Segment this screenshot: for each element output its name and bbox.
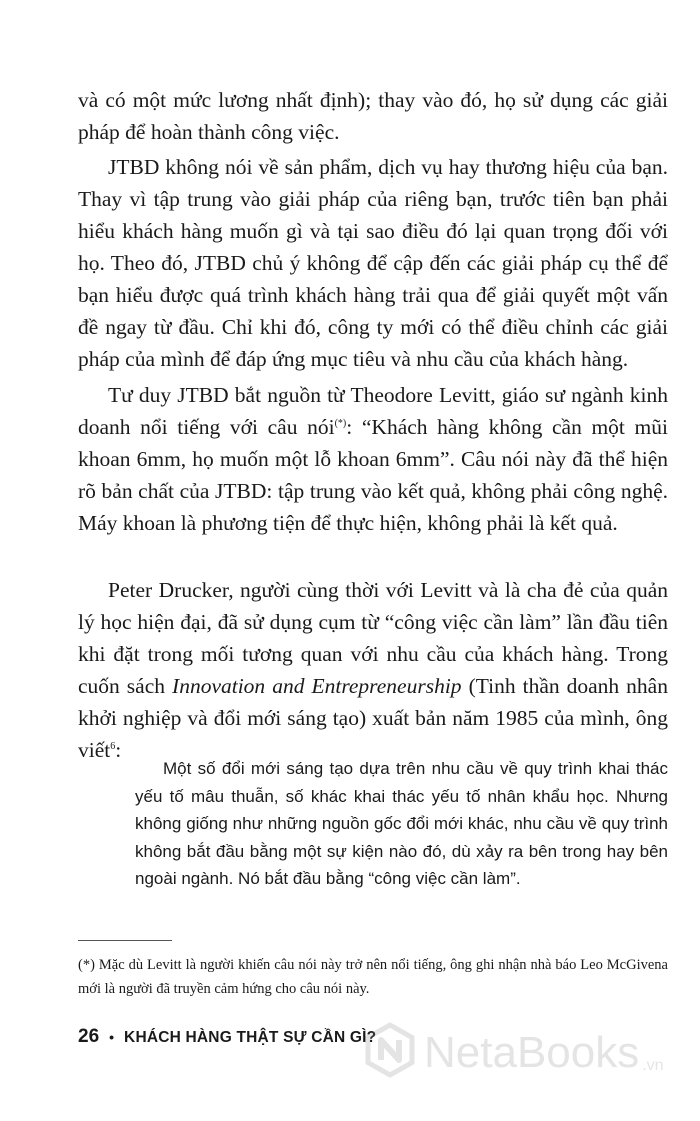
netabooks-logo-icon xyxy=(362,1022,418,1083)
paragraph-drucker-text-a: Peter Drucker, người cùng thời với Levitt và là cha đẻ của quản lý học hiện đại, đã sử dụng cụm từ “công việc cần làm” lần đầu tiên khi đặt trong mối tương quan với nhu cầu của khách hàng. Trong cuốn sách xyxy=(78,578,668,698)
endnote-marker: 6 xyxy=(110,740,116,752)
watermark-suffix: .vn xyxy=(642,1057,664,1074)
block-quote: Một số đổi mới sáng tạo dựa trên nhu cầu về quy trình khai thác yếu tố mâu thuẫn, số khác khai thác yếu tố nhân khẩu học. Nhưng không giống như những nguồn gốc đổi mới khác, nhu cầu về quy trình không bắt đầu bằng một sự kiện nào đó, dù xảy ra bên trong hay bên ngoài ngành. Nó bắt đầu bằng “công việc cần làm”. xyxy=(135,759,668,888)
paragraph-levitt-text-a: Tư duy JTBD bắt nguồn từ Theodore Levitt, giáo sư ngành kinh doanh nổi tiếng với câu nói xyxy=(78,383,668,439)
footnote: (*) Mặc dù Levitt là người khiến câu nói này trở nên nổi tiếng, ông ghi nhận nhà báo Leo McGivena mới là người đã truyền cảm hứng cho câu nói này. xyxy=(78,957,668,997)
paragraph-jtbd-definition: JTBD không nói về sản phẩm, dịch vụ hay thương hiệu của bạn. Thay vì tập trung vào giải pháp của riêng bạn, trước tiên bạn phải hiểu khách hàng muốn gì và tại sao điều đó lại quan trọng đối với họ. Theo đó, JTBD chủ ý không để cập đến các giải pháp cụ thể để bạn hiểu được quá trình khách hàng trải qua để giải quyết một vấn đề ngay từ đầu. Chỉ khi đó, công ty mới có thể điều chỉnh các giải pháp của mình để đáp ứng mục tiêu và nhu cầu của khách hàng. xyxy=(78,155,668,371)
book-title-italic: Innovation and Entrepreneurship xyxy=(172,674,462,698)
paragraph-drucker-text-b: (Tinh thần doanh nhân khởi nghiệp và đổi mới sáng tạo) xuất bản năm 1985 của mình, ông viết xyxy=(78,674,668,762)
paragraph-levitt xyxy=(78,379,668,539)
footnote-divider xyxy=(78,940,172,941)
running-book-title: KHÁCH HÀNG THẬT SỰ CẦN GÌ? xyxy=(124,1029,377,1046)
footer-separator: • xyxy=(109,1029,115,1045)
footnote-marker-asterisk: (*) xyxy=(334,417,347,429)
running-footer xyxy=(78,1026,376,1048)
paragraph-levitt-text-b: : “Khách hàng không cần một mũi khoan 6mm, họ muốn một lỗ khoan 6mm”. Câu nói này đã thể hiện rõ bản chất của JTBD: tập trung vào kết quả, không phải công nghệ. Máy khoan là phương tiện để thực hiện, không phải là kết quả. xyxy=(78,415,668,535)
netabooks-watermark xyxy=(362,1022,664,1083)
paragraph-drucker-text-c: : xyxy=(115,738,122,762)
paragraph-continuation: và có một mức lương nhất định); thay vào đó, họ sử dụng các giải pháp để hoàn thành công việc. xyxy=(78,88,668,144)
watermark-brand: NetaBooks xyxy=(424,1027,640,1077)
page-number: 26 xyxy=(78,1026,100,1047)
paragraph-drucker xyxy=(78,574,668,766)
